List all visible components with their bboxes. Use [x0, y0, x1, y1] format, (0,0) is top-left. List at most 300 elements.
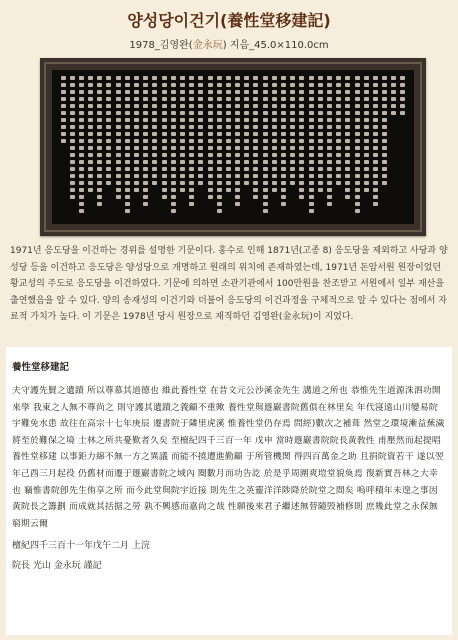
calligraphy-glyph: [355, 195, 360, 199]
calligraphy-glyph: [299, 167, 304, 171]
calligraphy-glyph: [244, 118, 249, 122]
calligraphy-column: [161, 76, 167, 218]
calligraphy-glyph: [253, 174, 258, 178]
calligraphy-glyph: [61, 104, 66, 108]
calligraphy-glyph: [106, 167, 111, 171]
calligraphy-column: [271, 76, 277, 218]
calligraphy-glyph: [244, 76, 249, 80]
calligraphy-glyph: [88, 83, 93, 87]
calligraphy-glyph: [162, 111, 167, 115]
calligraphy-glyph: [345, 139, 350, 143]
calligraphy-glyph: [272, 174, 277, 178]
calligraphy-glyph: [336, 125, 341, 129]
calligraphy-glyph: [143, 76, 148, 80]
calligraphy-glyph: [70, 146, 75, 150]
calligraphy-glyph: [171, 118, 176, 122]
calligraphy-glyph: [70, 132, 75, 136]
calligraphy-glyph: [364, 76, 369, 80]
calligraphy-glyph: [189, 125, 194, 129]
calligraphy-glyph: [70, 139, 75, 143]
calligraphy-column: [198, 76, 204, 218]
calligraphy-glyph: [290, 139, 295, 143]
calligraphy-glyph: [290, 76, 295, 80]
calligraphy-glyph: [336, 111, 341, 115]
calligraphy-glyph: [152, 90, 157, 94]
calligraphy-glyph: [318, 125, 323, 129]
calligraphy-glyph: [290, 132, 295, 136]
calligraphy-column: [60, 76, 66, 218]
calligraphy-glyph: [217, 97, 222, 101]
calligraphy-glyph: [208, 160, 213, 164]
calligraphy-glyph: [162, 174, 167, 178]
calligraphy-glyph: [318, 181, 323, 185]
calligraphy-glyph: [226, 132, 231, 136]
calligraphy-glyph: [208, 90, 213, 94]
calligraphy-glyph: [373, 90, 378, 94]
calligraphy-glyph: [263, 160, 268, 164]
calligraphy-glyph: [217, 167, 222, 171]
calligraphy-glyph: [189, 146, 194, 150]
calligraphy-glyph: [263, 111, 268, 115]
calligraphy-glyph: [125, 153, 130, 157]
calligraphy-glyph: [336, 118, 341, 122]
calligraphy-glyph: [88, 90, 93, 94]
calligraphy-glyph: [217, 132, 222, 136]
calligraphy-glyph: [299, 111, 304, 115]
calligraphy-glyph: [171, 160, 176, 164]
calligraphy-glyph: [253, 139, 258, 143]
calligraphy-glyph: [299, 132, 304, 136]
calligraphy-column: [336, 76, 342, 218]
calligraphy-glyph: [134, 167, 139, 171]
calligraphy-glyph: [198, 146, 203, 150]
calligraphy-glyph: [290, 167, 295, 171]
calligraphy-glyph: [106, 76, 111, 80]
calligraphy-glyph: [345, 132, 350, 136]
calligraphy-glyph: [226, 104, 231, 108]
calligraphy-glyph: [281, 202, 286, 206]
calligraphy-glyph: [125, 139, 130, 143]
calligraphy-glyph: [97, 174, 102, 178]
calligraphy-glyph: [217, 209, 222, 213]
calligraphy-glyph: [217, 174, 222, 178]
description-text: 1971년 응도당을 이건하는 경위를 설명한 기문이다. 홍수로 인해 1871년(고종 8) 응도당을 제외하고 사당과 양성당 등을 이건하고 응도당은 양성당으로 개명하고 원래의 위치에 존재하였는데, 1971년 돈암서원 원장이었던 황교성의 주도로 응도당을 이건하였다. 기문에 의하면 소관기관에서 100만원을 찬조받고 서원에서 일부 재산을 출연했음을 알 수 있다. 양의 송재성의 이건기와 더불어 응도당의 이건과정을 구체적으로 알 수 있다는 점에서 자료적 가치가 높다. 이 기문은 1978년 당시 원장으로 재직하던 김영완(金永玩)이 지었다.: [10, 246, 448, 322]
calligraphy-glyph: [382, 153, 387, 157]
calligraphy-glyph: [180, 146, 185, 150]
calligraphy-glyph: [189, 90, 194, 94]
calligraphy-glyph: [345, 76, 350, 80]
calligraphy-glyph: [345, 195, 350, 199]
calligraphy-glyph: [125, 104, 130, 108]
calligraphy-glyph: [318, 76, 323, 80]
calligraphy-glyph: [400, 83, 405, 87]
calligraphy-column: [363, 76, 369, 218]
calligraphy-column: [207, 76, 213, 218]
calligraphy-glyph: [70, 195, 75, 199]
calligraphy-column: [354, 76, 360, 218]
calligraphy-glyph: [79, 139, 84, 143]
calligraphy-glyph: [180, 83, 185, 87]
calligraphy-glyph: [382, 111, 387, 115]
calligraphy-glyph: [355, 132, 360, 136]
calligraphy-glyph: [235, 104, 240, 108]
calligraphy-glyph: [171, 167, 176, 171]
calligraphy-column: [400, 76, 406, 218]
calligraphy-column: [143, 76, 149, 218]
calligraphy-glyph: [281, 132, 286, 136]
calligraphy-glyph: [336, 139, 341, 143]
calligraphy-glyph: [79, 195, 84, 199]
calligraphy-glyph: [327, 118, 332, 122]
calligraphy-glyph: [235, 153, 240, 157]
calligraphy-glyph: [309, 125, 314, 129]
calligraphy-column: [97, 76, 103, 218]
calligraphy-glyph: [88, 181, 93, 185]
calligraphy-glyph: [88, 139, 93, 143]
calligraphy-glyph: [373, 125, 378, 129]
calligraphy-glyph: [116, 111, 121, 115]
calligraphy-glyph: [226, 160, 231, 164]
calligraphy-glyph: [235, 90, 240, 94]
calligraphy-glyph: [143, 83, 148, 87]
calligraphy-glyph: [281, 167, 286, 171]
calligraphy-glyph: [373, 118, 378, 122]
calligraphy-glyph: [253, 188, 258, 192]
calligraphy-glyph: [272, 167, 277, 171]
calligraphy-glyph: [125, 188, 130, 192]
calligraphy-glyph: [244, 132, 249, 136]
calligraphy-glyph: [125, 90, 130, 94]
calligraphy-glyph: [180, 97, 185, 101]
calligraphy-glyph: [88, 174, 93, 178]
calligraphy-glyph: [244, 83, 249, 87]
calligraphy-glyph: [116, 125, 121, 129]
calligraphy-glyph: [253, 146, 258, 150]
calligraphy-glyph: [198, 90, 203, 94]
calligraphy-glyph: [116, 83, 121, 87]
calligraphy-glyph: [226, 174, 231, 178]
calligraphy-glyph: [70, 104, 75, 108]
calligraphy-glyph: [134, 174, 139, 178]
calligraphy-glyph: [263, 125, 268, 129]
calligraphy-glyph: [272, 146, 277, 150]
calligraphy-glyph: [180, 76, 185, 80]
calligraphy-glyph: [97, 97, 102, 101]
calligraphy-glyph: [79, 153, 84, 157]
calligraphy-glyph: [244, 125, 249, 129]
page-subtitle: [0, 36, 458, 51]
calligraphy-glyph: [189, 76, 194, 80]
calligraphy-glyph: [162, 195, 167, 199]
calligraphy-glyph: [373, 167, 378, 171]
calligraphy-glyph: [345, 104, 350, 108]
calligraphy-glyph: [355, 202, 360, 206]
calligraphy-glyph: [106, 90, 111, 94]
calligraphy-glyph: [79, 104, 84, 108]
calligraphy-glyph: [79, 174, 84, 178]
calligraphy-glyph: [290, 125, 295, 129]
calligraphy-glyph: [171, 83, 176, 87]
calligraphy-glyph: [309, 188, 314, 192]
calligraphy-glyph: [272, 111, 277, 115]
calligraphy-glyph: [364, 160, 369, 164]
calligraphy-glyph: [208, 153, 213, 157]
calligraphy-glyph: [208, 167, 213, 171]
calligraphy-column: [88, 76, 94, 218]
calligraphy-glyph: [336, 146, 341, 150]
calligraphy-glyph: [171, 146, 176, 150]
calligraphy-glyph: [162, 160, 167, 164]
calligraphy-glyph: [171, 111, 176, 115]
calligraphy-glyph: [97, 104, 102, 108]
calligraphy-glyph: [97, 83, 102, 87]
calligraphy-glyph: [235, 139, 240, 143]
calligraphy-glyph: [373, 132, 378, 136]
calligraphy-glyph: [198, 139, 203, 143]
calligraphy-glyph: [382, 160, 387, 164]
calligraphy-glyph: [162, 188, 167, 192]
calligraphy-glyph: [152, 132, 157, 136]
calligraphy-glyph: [235, 202, 240, 206]
calligraphy-glyph: [106, 83, 111, 87]
calligraphy-glyph: [125, 167, 130, 171]
calligraphy-glyph: [263, 181, 268, 185]
calligraphy-glyph: [134, 83, 139, 87]
calligraphy-glyph: [116, 132, 121, 136]
transcription-body: 夫守護先賢之遺蹟 所以尊慕其道德也 維此養性堂 在昔文元公沙溪金先生 講道之所也 恭惟先生道源洙泗功開來學 我東之人無不尊尚之 則守護其遺蹟之義顧不重歟 養性堂與遯巖書院舊俱在林里矣 年代寖遠山川變易院宇難免水患 故往在高宗十七年庚辰 遷書院于隣里虎溪 惟養性堂仍存焉 問經)數次之補葺 然堂之環境漸益蕪濊 將至於難保之境 士林之所共憂歎者久矣 至檀紀四千三百一年 戊申 當時遯巖書院院長黃敎性 甫壓然而起提唱養性堂移建 以事鉅力綿不無一方之異議 而能不撓遭進勤顧 于所管機関 得四百萬金之助 且捐院資若干 遂以翌年己酉三月起役 仍舊材而遷于遯巖書院之域內 閱數月而功告訖 於是乎周圍爽塏堂貌奐焉 復新實吾林之大幸也 竊惟書院卽先生侑享之所 而今此堂與院宇近接 則先生之英靈洋洋陟降於院堂之間矣 嗚呼積年未遑之事因黃院長之籌劃 而成就其括据之勞 孰不興感而嘉尙之哉 性願後來君子繼述無替隨毁補修則 庶幾此堂之永保無窮期云爾: [12, 386, 445, 529]
calligraphy-glyph: [309, 83, 314, 87]
calligraphy-glyph: [106, 153, 111, 157]
calligraphy-glyph: [281, 97, 286, 101]
subtitle-suffix: ) 지음_45.0×110.0cm: [222, 40, 329, 51]
calligraphy-glyph: [327, 97, 332, 101]
calligraphy-glyph: [143, 125, 148, 129]
calligraphy-glyph: [373, 111, 378, 115]
calligraphy-glyph: [355, 104, 360, 108]
calligraphy-glyph: [171, 132, 176, 136]
calligraphy-glyph: [373, 97, 378, 101]
calligraphy-glyph: [217, 139, 222, 143]
calligraphy-glyph: [106, 111, 111, 115]
calligraphy-glyph: [400, 104, 405, 108]
calligraphy-glyph: [290, 111, 295, 115]
calligraphy-glyph: [263, 90, 268, 94]
calligraphy-glyph: [162, 90, 167, 94]
calligraphy-glyph: [235, 167, 240, 171]
calligraphy-glyph: [290, 83, 295, 87]
transcription-box: [6, 347, 452, 635]
calligraphy-glyph: [226, 111, 231, 115]
calligraphy-glyph: [263, 139, 268, 143]
calligraphy-glyph: [345, 167, 350, 171]
calligraphy-glyph: [272, 90, 277, 94]
calligraphy-glyph: [162, 167, 167, 171]
calligraphy-glyph: [198, 160, 203, 164]
calligraphy-glyph: [336, 97, 341, 101]
calligraphy-glyph: [106, 118, 111, 122]
calligraphy-glyph: [79, 83, 84, 87]
calligraphy-glyph: [79, 132, 84, 136]
plaque-board: [52, 70, 414, 224]
calligraphy-glyph: [180, 104, 185, 108]
calligraphy-glyph: [345, 174, 350, 178]
calligraphy-glyph: [171, 209, 176, 213]
calligraphy-glyph: [97, 153, 102, 157]
calligraphy-glyph: [97, 125, 102, 129]
calligraphy-glyph: [244, 146, 249, 150]
calligraphy-glyph: [318, 97, 323, 101]
calligraphy-glyph: [318, 104, 323, 108]
calligraphy-glyph: [143, 139, 148, 143]
subtitle-hanja: 金永玩: [192, 40, 223, 51]
calligraphy-glyph: [309, 174, 314, 178]
calligraphy-glyph: [327, 167, 332, 171]
calligraphy-glyph: [382, 125, 387, 129]
calligraphy-glyph: [235, 111, 240, 115]
calligraphy-glyph: [355, 188, 360, 192]
calligraphy-glyph: [336, 132, 341, 136]
calligraphy-glyph: [125, 125, 130, 129]
calligraphy-glyph: [116, 76, 121, 80]
calligraphy-glyph: [327, 181, 332, 185]
calligraphy-glyph: [97, 160, 102, 164]
calligraphy-glyph: [79, 97, 84, 101]
calligraphy-glyph: [345, 181, 350, 185]
calligraphy-glyph: [382, 118, 387, 122]
calligraphy-glyph: [162, 83, 167, 87]
calligraphy-glyph: [309, 153, 314, 157]
calligraphy-glyph: [116, 90, 121, 94]
calligraphy-glyph: [290, 146, 295, 150]
calligraphy-glyph: [364, 146, 369, 150]
calligraphy-glyph: [189, 160, 194, 164]
calligraphy-glyph: [189, 153, 194, 157]
calligraphy-glyph: [281, 139, 286, 143]
calligraphy-glyph: [162, 139, 167, 143]
calligraphy-glyph: [364, 188, 369, 192]
calligraphy-glyph: [355, 90, 360, 94]
calligraphy-glyph: [253, 195, 258, 199]
calligraphy-glyph: [70, 83, 75, 87]
calligraphy-glyph: [226, 76, 231, 80]
calligraphy-glyph: [198, 125, 203, 129]
calligraphy-glyph: [125, 76, 130, 80]
calligraphy-glyph: [299, 97, 304, 101]
calligraphy-glyph: [235, 174, 240, 178]
calligraphy-glyph: [336, 160, 341, 164]
calligraphy-glyph: [244, 167, 249, 171]
calligraphy-glyph: [97, 118, 102, 122]
calligraphy-glyph: [226, 125, 231, 129]
calligraphy-glyph: [208, 104, 213, 108]
calligraphy-glyph: [327, 76, 332, 80]
calligraphy-glyph: [208, 181, 213, 185]
calligraphy-glyph: [309, 167, 314, 171]
calligraphy-glyph: [79, 125, 84, 129]
calligraphy-column: [179, 76, 185, 218]
calligraphy-glyph: [143, 146, 148, 150]
calligraphy-glyph: [125, 146, 130, 150]
calligraphy-glyph: [116, 104, 121, 108]
calligraphy-glyph: [208, 195, 213, 199]
calligraphy-glyph: [373, 195, 378, 199]
calligraphy-glyph: [208, 188, 213, 192]
calligraphy-glyph: [79, 111, 84, 115]
calligraphy-column: [225, 76, 231, 218]
calligraphy-glyph: [88, 76, 93, 80]
calligraphy-glyph: [226, 97, 231, 101]
transcription-date: 檀紀四千三百十一年戊午二月 上浣: [12, 541, 150, 552]
calligraphy-glyph: [373, 181, 378, 185]
calligraphy-glyph: [382, 83, 387, 87]
calligraphy-glyph: [180, 167, 185, 171]
calligraphy-glyph: [318, 160, 323, 164]
calligraphy-column: [106, 76, 112, 218]
calligraphy-glyph: [263, 167, 268, 171]
calligraphy-glyph: [235, 118, 240, 122]
calligraphy-glyph: [70, 174, 75, 178]
calligraphy-column: [216, 76, 222, 218]
calligraphy-glyph: [309, 118, 314, 122]
calligraphy-glyph: [364, 181, 369, 185]
calligraphy-glyph: [88, 118, 93, 122]
calligraphy-glyph: [235, 181, 240, 185]
calligraphy-glyph: [336, 181, 341, 185]
calligraphy-glyph: [88, 160, 93, 164]
calligraphy-glyph: [189, 118, 194, 122]
calligraphy-glyph: [345, 111, 350, 115]
calligraphy-glyph: [97, 188, 102, 192]
calligraphy-glyph: [143, 195, 148, 199]
calligraphy-glyph: [364, 153, 369, 157]
calligraphy-glyph: [116, 174, 121, 178]
calligraphy-glyph: [355, 76, 360, 80]
calligraphy-glyph: [263, 118, 268, 122]
calligraphy-glyph: [88, 104, 93, 108]
calligraphy-glyph: [125, 83, 130, 87]
calligraphy-glyph: [391, 76, 396, 80]
calligraphy-glyph: [152, 146, 157, 150]
calligraphy-column: [262, 76, 268, 218]
calligraphy-glyph: [180, 111, 185, 115]
calligraphy-glyph: [355, 97, 360, 101]
calligraphy-glyph: [226, 146, 231, 150]
calligraphy-glyph: [281, 153, 286, 157]
calligraphy-glyph: [97, 202, 102, 206]
calligraphy-glyph: [152, 160, 157, 164]
calligraphy-glyph: [152, 111, 157, 115]
calligraphy-glyph: [299, 125, 304, 129]
calligraphy-glyph: [198, 153, 203, 157]
calligraphy-glyph: [171, 153, 176, 157]
calligraphy-glyph: [272, 104, 277, 108]
calligraphy-glyph: [125, 132, 130, 136]
calligraphy-glyph: [355, 125, 360, 129]
calligraphy-glyph: [364, 104, 369, 108]
calligraphy-glyph: [272, 132, 277, 136]
calligraphy-glyph: [125, 202, 130, 206]
calligraphy-glyph: [152, 167, 157, 171]
calligraphy-glyph: [152, 83, 157, 87]
calligraphy-glyph: [318, 153, 323, 157]
calligraphy-glyph: [125, 97, 130, 101]
calligraphy-glyph: [400, 97, 405, 101]
calligraphy-glyph: [253, 132, 258, 136]
calligraphy-glyph: [171, 139, 176, 143]
calligraphy-glyph: [382, 104, 387, 108]
calligraphy-glyph: [309, 139, 314, 143]
calligraphy-glyph: [281, 125, 286, 129]
